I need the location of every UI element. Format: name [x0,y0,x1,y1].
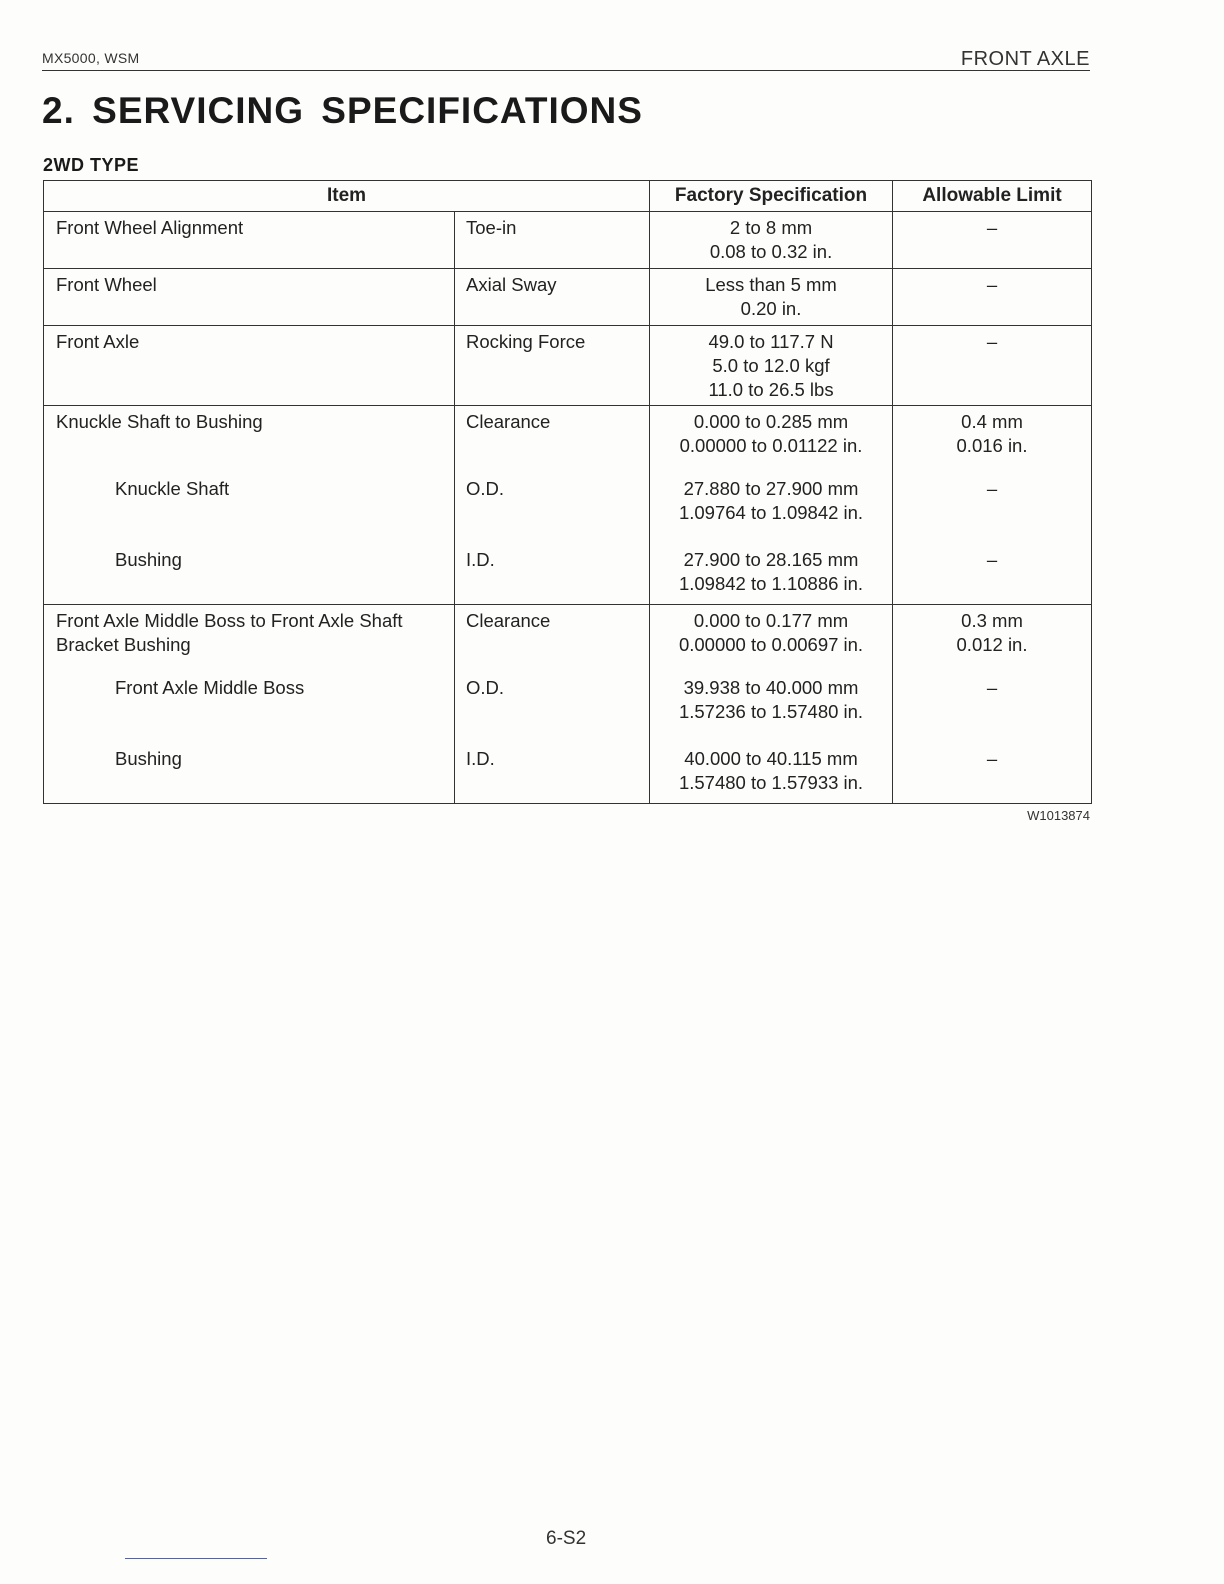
param-cell: O.D. [455,477,650,548]
param-cell: O.D. [455,676,650,747]
spec-cell: 0.000 to 0.177 mm 0.00000 to 0.00697 in. [650,605,893,676]
table-row [44,406,1092,477]
item-cell: Bushing [44,747,455,804]
item-cell: Front Wheel Alignment [44,212,455,269]
header-item: Item [44,181,650,212]
limit-cell: – [893,477,1092,548]
spec-cell: 2 to 8 mm 0.08 to 0.32 in. [650,212,893,269]
item-cell: Front Axle [44,326,455,406]
spec-cell: Less than 5 mm 0.20 in. [650,269,893,326]
section-name: FRONT AXLE [960,48,1090,70]
item-cell: Knuckle Shaft [44,477,455,548]
reference-code: W1013874 [1027,808,1090,823]
spec-cell: 27.900 to 28.165 mm 1.09842 to 1.10886 in. [650,548,893,605]
limit-cell: – [893,212,1092,269]
spec-cell: 39.938 to 40.000 mm 1.57236 to 1.57480 in. [650,676,893,747]
page-number: 6-S2 [546,1528,587,1549]
item-cell: Front Axle Middle Boss to Front Axle Shaft Bracket Bushing [44,605,455,676]
item-cell: Bushing [44,548,455,605]
param-cell: Rocking Force [455,326,650,406]
table-row [44,548,1092,605]
param-cell: Axial Sway [455,269,650,326]
param-cell: I.D. [455,548,650,605]
table-row [44,605,1092,676]
table-row [44,676,1092,747]
spec-table [43,180,1092,804]
limit-cell: – [893,747,1092,804]
limit-cell: – [893,326,1092,406]
table-row [44,212,1092,269]
param-cell: Toe-in [455,212,650,269]
limit-cell: – [893,676,1092,747]
table-header-row [44,181,1092,212]
spec-cell: 27.880 to 27.900 mm 1.09764 to 1.09842 in. [650,477,893,548]
limit-cell: – [893,548,1092,605]
limit-cell: 0.4 mm 0.016 in. [893,406,1092,477]
table-row [44,326,1092,406]
spec-cell: 49.0 to 117.7 N 5.0 to 12.0 kgf 11.0 to 26.5 lbs [650,326,893,406]
document-id: MX5000, WSM [42,50,140,66]
item-cell: Knuckle Shaft to Bushing [44,406,455,477]
header-factory-spec: Factory Specification [650,181,893,212]
table-row [44,747,1092,804]
spec-cell: 40.000 to 40.115 mm 1.57480 to 1.57933 in. [650,747,893,804]
table-row [44,269,1092,326]
subtitle: 2WD TYPE [43,155,140,175]
param-cell: I.D. [455,747,650,804]
footer-rule [125,1558,267,1559]
table-row [44,477,1092,548]
item-cell: Front Wheel [44,269,455,326]
item-cell: Front Axle Middle Boss [44,676,455,747]
header-divider [42,70,1090,71]
spec-cell: 0.000 to 0.285 mm 0.00000 to 0.01122 in. [650,406,893,477]
limit-cell: 0.3 mm 0.012 in. [893,605,1092,676]
header-allowable-limit: Allowable Limit [893,181,1092,212]
limit-cell: – [893,269,1092,326]
param-cell: Clearance [455,605,650,676]
param-cell: Clearance [455,406,650,477]
page-title: 2. SERVICING SPECIFICATIONS [42,90,643,131]
